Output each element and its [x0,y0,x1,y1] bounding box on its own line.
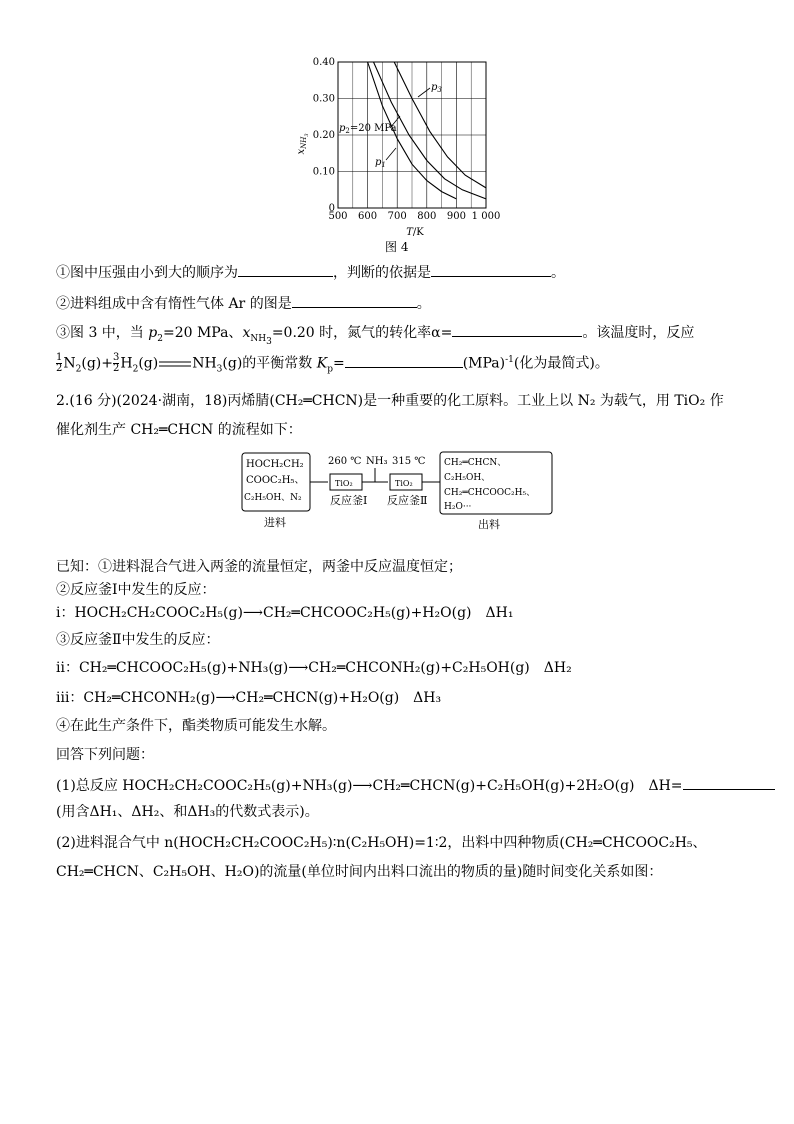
feed-line-3: C₂H₅OH、N₂ [244,493,302,503]
question-2: ②进料组成中含有惰性气体 Ar 的图是 。 [56,293,431,314]
known-1: ②反应釜Ⅰ中发生的反应： [56,582,216,598]
leader-p3 [418,88,430,97]
question-3-cont: $\frac{1}{2}$ $N_2(g)+$ $\frac{3}{2}$ $H_2(g)$ $NH_3(g)$的平衡常数 $K_p= (MPa)^{-1}$(化为最简式)。 [56,352,609,375]
product-line-3: CH₂═CHCOOC₂H₅、 [444,488,536,498]
x-tick-label: 700 [387,211,407,222]
y-tick-label: 0 [328,203,335,214]
answer-blank[interactable] [238,262,333,277]
x-tick-label: 600 [358,211,378,222]
problem-2-header: 2.(16 分)(2024·湖南，18)丙烯腈(CH₂═CHCN)是一种重要的化工原料。工业上以 N₂ 为载气，用 TiO₂ 作 [56,393,724,409]
reactor-2-label: 反应釜Ⅱ [387,494,428,507]
x-axis-label: T/K [406,227,424,238]
y-tick-label: 0.10 [312,166,335,178]
product-line-4: H₂O··· [444,502,472,512]
known-4: ⅱ：CH₂═CHCOOC₂H₅(g)+NH₃(g)⟶CH₂═CHCONH₂(g)+C₂H₅OH(g) ΔH₂ [56,660,572,676]
product-line-2: C₂H₅OH、 [444,473,491,483]
known-3: ③反应釜Ⅱ中发生的反应： [56,632,220,648]
product-label: 出料 [478,518,500,531]
leader-p1 [386,148,396,160]
chart-grid [338,62,486,208]
known-0: 已知：①进料混合气进入两釜的流量恒定，两釜中反应温度恒定； [56,559,462,575]
y-tick-label: 0.30 [312,93,335,105]
feed-line-2: COOC₂H₅、 [246,475,305,486]
answer-blank[interactable] [683,775,775,790]
label-p1: $p_1$ [375,157,386,169]
series-line-3 [394,62,486,188]
answer-2: (2)进料混合气中 n(HOCH₂CH₂COOC₂H₅)∶n(C₂H₅OH)=1∶2，出料中四种物质(CH₂═CHCOOC₂H₅、 [56,835,707,851]
x-tick-label: 500 [328,211,348,222]
answer-2b: CH₂═CHCN、C₂H₅OH、H₂O)的流量(单位时间内出料口流出的物质的量)随时间变化关系如图： [56,864,663,880]
answer-1: (1)总反应 HOCH₂CH₂COOC₂H₅(g)+NH₃(g)⟶CH₂═CHCN(g)+C₂H₅OH(g)+2H₂O(g) ΔH= [56,775,775,796]
catalyst-2: TiO₂ [395,479,413,488]
temp-1: 260 ℃ [328,456,362,467]
problem-2-header-2: 催化剂生产 CH₂═CHCN 的流程如下： [56,422,302,438]
temp-2: 315 ℃ [392,456,426,467]
feed-label: 进料 [264,516,286,529]
known-5: ⅲ：CH₂═CHCONH₂(g)⟶CH₂═CHCN(g)+H₂O(g) ΔH₃ [56,690,442,706]
answer-blank[interactable] [452,322,582,337]
question-3: ③图 3 中，当 $p_2=20$ MPa、$x_{NH_3}=0.20$ 时，氮气的转化率α= 。该温度时，反应 [56,322,694,352]
answer-blank[interactable] [431,262,551,277]
question-1: ①图中压强由小到大的顺序为 ，判断的依据是 。 [56,262,565,283]
label-p3: $p_3$ [431,82,442,94]
known-7: 回答下列问题： [56,747,154,763]
y-axis-label: $x_{NH3}$ [296,133,310,155]
ammonia-feed: NH₃ [366,456,388,467]
y-tick-label: 0.40 [312,57,335,68]
fraction-three-half: $\frac{3}{2}$ [112,352,120,375]
x-tick-label: 800 [417,211,437,222]
x-tick-label: 1 000 [471,211,501,222]
answer-blank[interactable] [292,293,417,308]
answer-1b: (用含ΔH₁、ΔH₂、和ΔH₃的代数式表示)。 [56,804,319,820]
answer-blank[interactable] [345,353,463,368]
process-flow-diagram [240,450,560,532]
feed-line-1: HOCH₂CH₂ [246,459,304,470]
equilibrium-chart [290,52,510,238]
reactor-1-label: 反应釜Ⅰ [330,494,368,507]
known-2: ⅰ：HOCH₂CH₂COOC₂H₅(g)⟶CH₂═CHCOOC₂H₅(g)+H₂O(g) ΔH₁ [56,605,514,621]
chart-ticks [313,57,501,222]
product-line-1: CH₂═CHCN、 [444,458,507,468]
figure-caption: 图 4 [385,240,409,254]
catalyst-1: TiO₂ [335,479,353,488]
x-tick-label: 900 [446,211,466,222]
label-p2: $p_2=20$ MPa [339,123,397,135]
known-6: ④在此生产条件下，酯类物质可能发生水解。 [56,718,336,734]
equilibrium-arrow-icon [158,359,192,369]
fraction-half: $\frac{1}{2}$ [56,352,63,375]
y-tick-label: 0.20 [312,130,335,141]
